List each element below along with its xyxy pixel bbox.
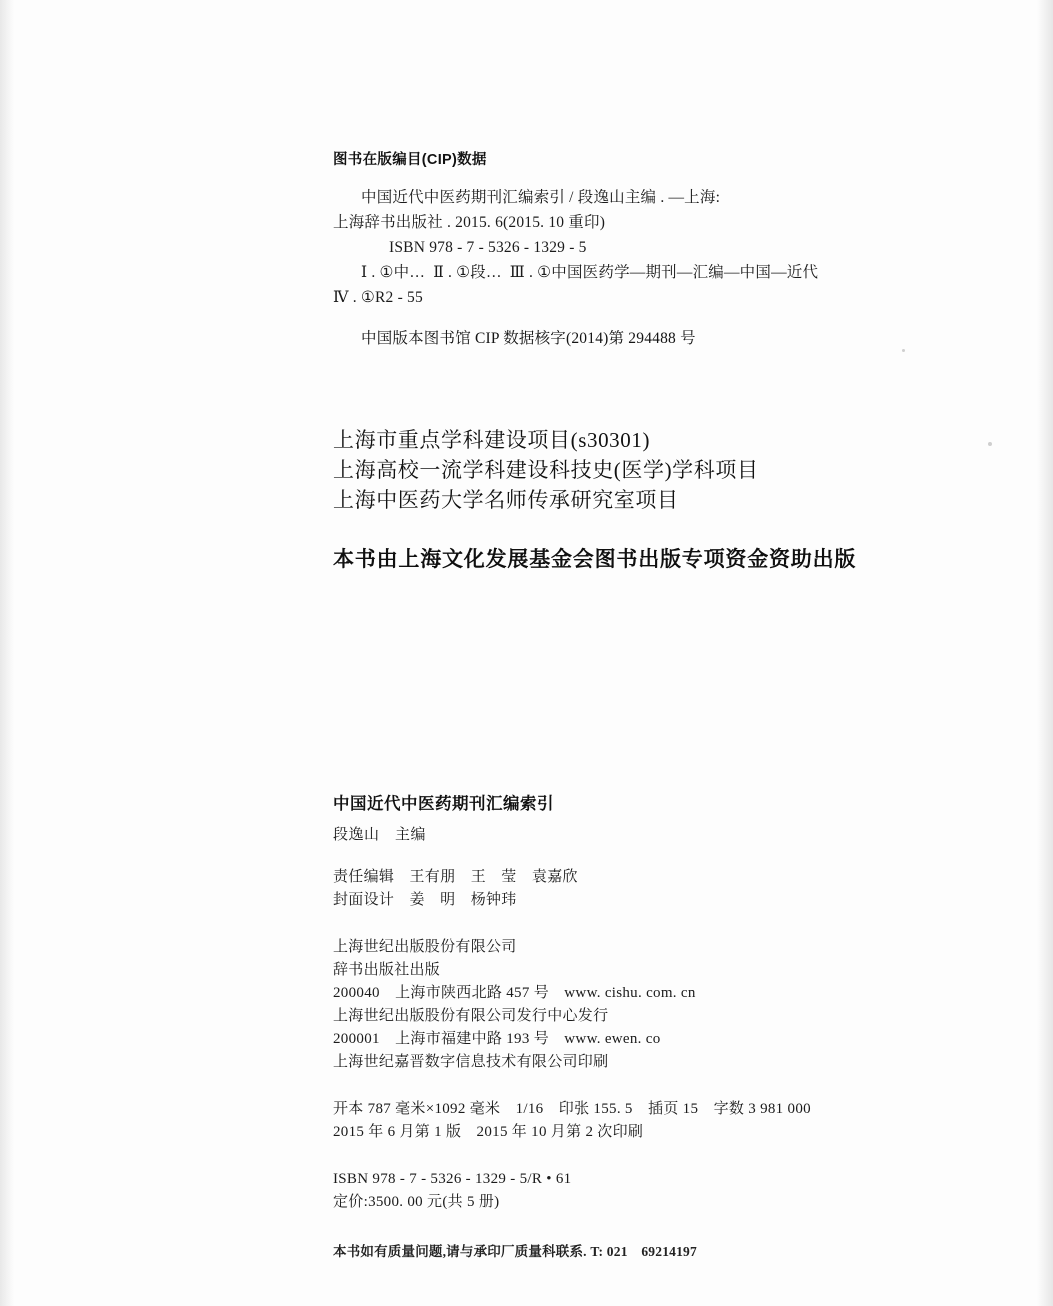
- project-line-1: 上海市重点学科建设项目(s30301): [333, 428, 651, 452]
- spec-edition: 2015 年 6 月第 1 版 2015 年 10 月第 2 次印刷: [333, 1124, 644, 1140]
- projects-block: [333, 425, 993, 515]
- colophon-isbn: [333, 1168, 993, 1214]
- page-left-edge-shadow: [0, 0, 14, 1306]
- distributor-address: 200001 上海市福建中路 193 号 www. ewen. co: [333, 1031, 661, 1047]
- spec-format: 开本 787 毫米×1092 毫米 1/16 印张 155. 5 插页 15 字数 3 981 000: [333, 1101, 811, 1117]
- colophon-specs: [333, 1098, 993, 1144]
- cip-block: [333, 148, 973, 351]
- credit-cover-designer: 封面设计 姜 明 杨钟玮: [333, 892, 517, 908]
- funding-statement: 本书由上海文化发展基金会图书出版专项资金资助出版: [333, 547, 857, 571]
- price-line: 定价:3500. 00 元(共 5 册): [333, 1194, 500, 1210]
- project-line-3: 上海中医药大学名师传承研究室项目: [333, 488, 679, 512]
- publisher-imprint: 辞书出版社出版: [333, 962, 441, 978]
- cip-line-title: 中国近代中医药期刊汇编索引 / 段逸山主编 . —上海:: [361, 189, 721, 206]
- distributor: 上海世纪出版股份有限公司发行中心发行: [333, 1008, 609, 1024]
- colophon-block: [333, 790, 993, 1260]
- page-right-edge-shadow: [1037, 0, 1053, 1306]
- cip-line-publisher: 上海辞书出版社 . 2015. 6(2015. 10 重印): [333, 214, 606, 231]
- quality-notice: 本书如有质量问题,请与承印厂质量科联系. T: 021 69214197: [333, 1244, 697, 1259]
- cip-registry-note: 中国版本图书馆 CIP 数据核字(2014)第 294488 号: [361, 330, 696, 347]
- cip-heading: 图书在版编目(CIP)数据: [333, 152, 487, 168]
- colophon-credits: [333, 866, 993, 912]
- colophon-book-title: 中国近代中医药期刊汇编索引: [333, 795, 554, 813]
- cip-line-isbn: ISBN 978 - 7 - 5326 - 1329 - 5: [389, 239, 587, 256]
- cip-line-classification: Ⅰ . ①中… Ⅱ . ①段… Ⅲ . ①中国医药学—期刊—汇编—中国—近代: [361, 264, 819, 281]
- credit-responsible-editor: 责任编辑 王有朋 王 莹 袁嘉欣: [333, 869, 578, 885]
- colophon-publisher: [333, 936, 993, 1074]
- project-line-2: 上海高校一流学科建设科技史(医学)学科项目: [333, 458, 759, 482]
- cip-line-classification-continued: Ⅳ . ①R2 - 55: [333, 289, 423, 306]
- publisher-address: 200040 上海市陕西北路 457 号 www. cishu. com. cn: [333, 985, 696, 1001]
- colophon-editor: 段逸山 主编: [333, 827, 427, 843]
- isbn-line: ISBN 978 - 7 - 5326 - 1329 - 5/R • 61: [333, 1171, 572, 1187]
- printer: 上海世纪嘉晋数字信息技术有限公司印刷: [333, 1054, 609, 1070]
- publisher-company: 上海世纪出版股份有限公司: [333, 939, 517, 955]
